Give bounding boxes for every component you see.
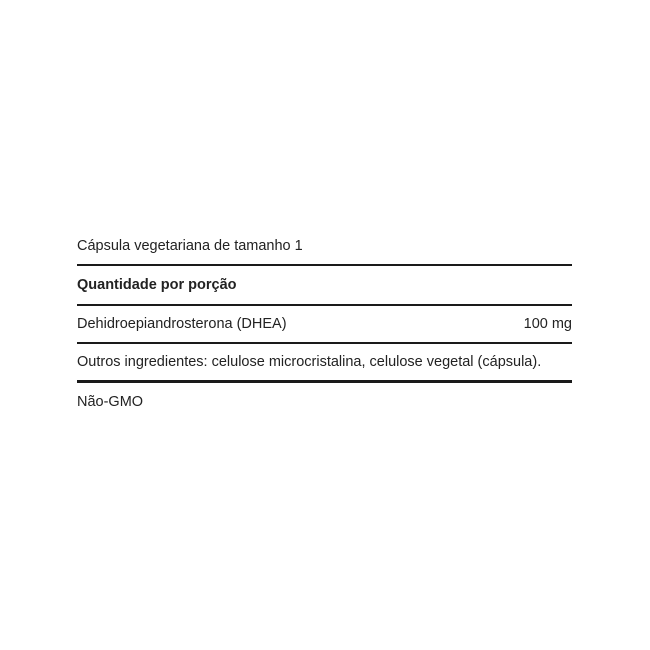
ingredient-name: Dehidroepiandrosterona (DHEA) <box>77 316 287 332</box>
ingredient-amount: 100 mg <box>523 316 572 332</box>
supplement-facts-panel <box>77 236 572 412</box>
serving-size-text: Cápsula vegetariana de tamanho 1 <box>77 238 303 254</box>
ingredient-row <box>77 306 572 342</box>
other-ingredients-text: Outros ingredientes: celulose microcristalina, celulose vegetal (cápsula). <box>77 354 542 370</box>
non-gmo-note: Não-GMO <box>77 394 144 410</box>
amount-per-serving-heading: Quantidade por porção <box>77 277 237 293</box>
